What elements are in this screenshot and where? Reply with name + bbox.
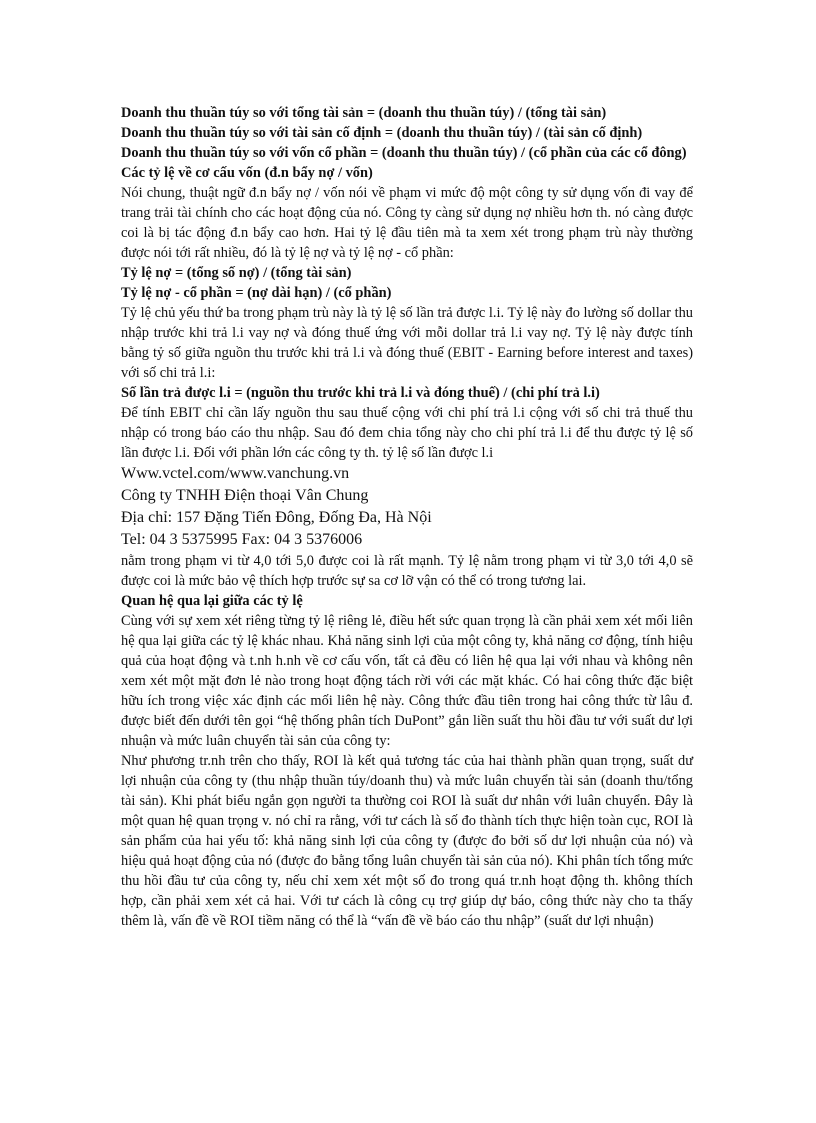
contact-address: Địa chỉ: 157 Đặng Tiến Đông, Đống Đa, Hà Nội [121,509,432,526]
contact-phone: Tel: 04 3 5375995 Fax: 04 3 5376006 [121,531,363,548]
formula-sales-to-equity: Doanh thu thuần túy so với vốn cổ phần = (doanh thu thuần túy) / (cổ phần của các cổ đông) [121,145,687,161]
paragraph-coverage-range: nằm trong phạm vi từ 4,0 tới 5,0 được coi là rất mạnh. Tỷ lệ nằm trong phạm vi từ 3,0 tới 4,0 sẽ được coi là mức bảo vệ thích hợp trước sự sa cơ lỡ vận có thể có trong tương lai. [121,553,693,589]
formula-sales-to-fixed-assets: Doanh thu thuần túy so với tài sản cố định = (doanh thu thuần túy) / (tài sản cố định) [121,125,643,141]
contact-block [121,463,693,551]
paragraph-ebit: Để tính EBIT chỉ cần lấy nguồn thu sau thuế cộng với chi phí trả l.i cộng với số chi trả thuế thu nhập có trong báo cáo thu nhập. Sau đó đem chia tổng này cho chi phí trả l.i để thu được tỷ lệ số lần được l.i. Đối với phần lớn các công ty th. tỷ lệ số lần được l.i [121,405,693,461]
document-page [121,103,693,931]
paragraph-roi: Như phương tr.nh trên cho thấy, ROI là kết quả tương tác của hai thành phần quan trọng, suất dư lợi nhuận của công ty (thu nhập thuần túy/doanh thu) và mức luân chuyển tài sản (doanh thu/tổng tài sản). Khi phát biểu ngắn gọn người ta thường coi ROI là suất dư nhân với luân chuyển. Đây là một quan hệ quan trọng v. nó chỉ ra rằng, với tư cách là số đo thành tích thực hiện toàn cục, ROI là sản phẩm của hai yếu tố: khả năng sinh lợi của công ty (được đo bởi số dư lợi nhuận của nó) và hiệu quả hoạt động của nó (được đo bằng tổng luân chuyển tài sản của nó). Khi phân tích tổng mức thu hồi đầu tư của công ty, nếu chỉ xem xét một số đo trong quá tr.nh hoạt động th. không thích hợp, cần phải xem xét cả hai. Với tư cách là công cụ trợ giúp dự báo, công thức này cho ta thấy thêm là, vấn đề về ROI tiềm năng có thể là “vấn đề về báo cáo thu nhập” (suất dư lợi nhuận) [121,753,693,929]
paragraph-leverage: Nói chung, thuật ngữ đ.n bẩy nợ / vốn nói về phạm vi mức độ một công ty sử dụng vốn đi vay để trang trải tài chính cho các hoạt động của nó. Công ty càng sử dụng nợ nhiều hơn th. nó càng được coi là bị tác động đ.n bẩy cao hơn. Hai tỷ lệ đầu tiên mà ta xem xét trong phạm trù này thường được nói tới rất nhiều, đó là tỷ lệ nợ và tỷ lệ nợ - cổ phần: [121,185,693,261]
contact-website: Www.vctel.com/www.vanchung.vn [121,465,350,482]
paragraph-dupont: Cùng với sự xem xét riêng từng tỷ lệ riêng lẻ, điều hết sức quan trọng là cần phải xem xét mối liên hệ qua lại giữa các tỷ lệ khác nhau. Khả năng sinh lợi của một công ty, khả năng cơ động, tính hiệu quả của hoạt động và t.nh h.nh về cơ cấu vốn, tất cả đều có liên hệ qua lại với nhau và không nên xem xét một mặt đơn lẻ nào trong hoạt động tách rời với các mặt khác. Có hai công thức đặc biệt hữu ích trong việc xác định các mối liên hệ này. Công thức đầu tiên trong hai công thức từ lâu đ. được biết đến dưới tên gọi “hệ thống phân tích DuPont” gắn liền suất thu hồi đầu tư với suất dư lợi nhuận và mức luân chuyển tài sản của công ty: [121,613,693,749]
contact-company: Công ty TNHH Điện thoại Vân Chung [121,487,369,504]
section-heading-ratio-relations: Quan hệ qua lại giữa các tỷ lệ [121,593,303,609]
formula-debt-equity: Tỷ lệ nợ - cổ phần = (nợ dài hạn) / (cổ phần) [121,285,392,301]
section-heading-capital-structure: Các tỷ lệ về cơ cấu vốn (đ.n bẩy nợ / vốn) [121,165,373,181]
formula-sales-to-total-assets: Doanh thu thuần túy so với tổng tài sản = (doanh thu thuần túy) / (tổng tài sản) [121,105,607,121]
paragraph-times-interest: Tỷ lệ chủ yếu thứ ba trong phạm trù này là tỷ lệ số lần trả được l.i. Tỷ lệ này đo lường số dollar thu nhập trước khi trả l.i vay nợ và đóng thuế ứng với mỗi dollar trả l.i vay nợ. Tỷ lệ này được tính bằng tỷ số giữa nguồn thu trước khi trả l.i và đóng thuế (EBIT - Earning before interest and taxes) với số chi trả l.i: [121,305,693,381]
formula-times-interest-earned: Số lần trả được l.i = (nguồn thu trước khi trả l.i và đóng thuế) / (chi phí trả l.i) [121,385,600,401]
formula-debt-ratio: Tỷ lệ nợ = (tổng số nợ) / (tổng tài sản) [121,265,352,281]
